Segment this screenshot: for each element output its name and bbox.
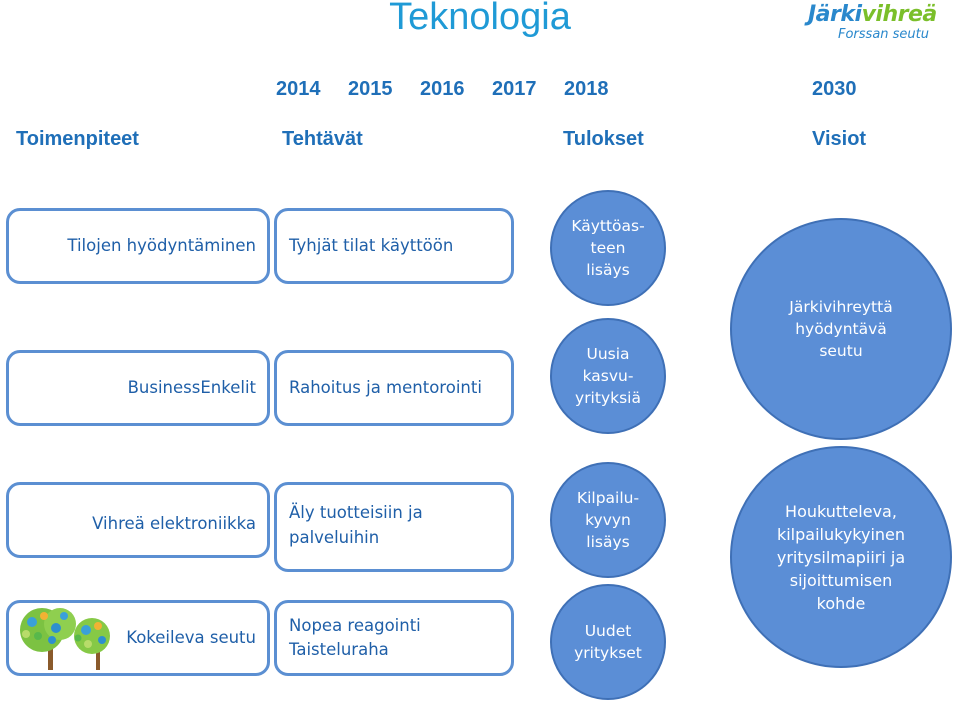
logo-word-a: Järki bbox=[808, 2, 862, 27]
action-vihrea-elektroniikka: Vihreä elektroniikka bbox=[92, 514, 256, 533]
result-kayttoasteen-lisays: Käyttöas- teen lisäys bbox=[550, 190, 666, 306]
logo-wordmark bbox=[808, 2, 958, 28]
task-tyhjat-tilat: Tyhjät tilat käyttöön bbox=[289, 236, 454, 255]
heading-results: Tulokset bbox=[563, 128, 644, 150]
year-2030: 2030 bbox=[812, 78, 857, 100]
year-2018: 2018 bbox=[564, 78, 609, 100]
task-aly-tuotteisiin: Äly tuotteisiin ja palveluihin bbox=[289, 503, 423, 547]
vision-houkutteleva-yritysilmapiiri: Houkutteleva, kilpailukykyinen yritysilmapiiri ja sijoittumisen kohde bbox=[730, 446, 952, 668]
year-2017: 2017 bbox=[492, 78, 537, 100]
result-kilpailukyvyn-lisays: Kilpailu- kyvyn lisäys bbox=[550, 462, 666, 578]
action-tilojen-hyodyntaminen: Tilojen hyödyntäminen bbox=[67, 236, 256, 255]
heading-tasks: Tehtävät bbox=[282, 128, 363, 150]
year-2016: 2016 bbox=[420, 78, 465, 100]
page-title: Teknologia bbox=[389, 0, 571, 38]
result-uudet-yritykset: Uudet yritykset bbox=[550, 584, 666, 700]
logo-subtitle: Forssan seutu bbox=[838, 27, 930, 42]
action-businessenkelit: BusinessEnkelit bbox=[127, 378, 256, 397]
task-rahoitus: Rahoitus ja mentorointi bbox=[289, 378, 482, 397]
year-2015: 2015 bbox=[348, 78, 393, 100]
heading-actions: Toimenpiteet bbox=[16, 128, 139, 150]
heading-visions: Visiot bbox=[812, 128, 867, 150]
result-uusia-kasvuyrityksia: Uusia kasvu- yrityksiä bbox=[550, 318, 666, 434]
jarkivihrea-logo bbox=[808, 2, 958, 42]
logo-word-b: vihreä bbox=[861, 2, 937, 27]
year-2014: 2014 bbox=[276, 78, 321, 100]
action-kokeileva-seutu: Kokeileva seutu bbox=[126, 628, 256, 647]
vision-jarkivihreytta-seutu: Järkivihreyttä hyödyntävä seutu bbox=[730, 218, 952, 440]
task-nopea-reagointi: Nopea reagointi Taisteluraha bbox=[289, 616, 421, 659]
